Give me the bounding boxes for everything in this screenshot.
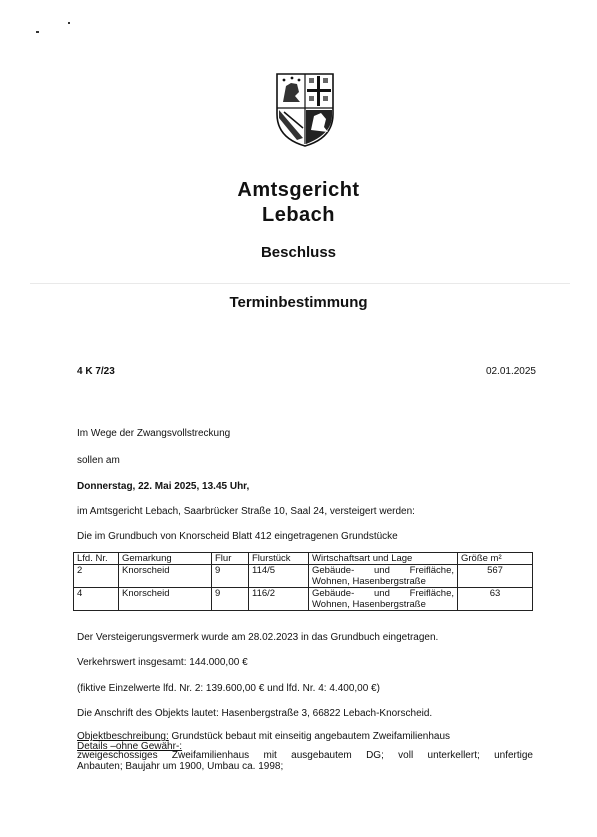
table-row [74,565,533,588]
individual-values: (fiktive Einzelwerte lfd. Nr. 2: 139.600,00 € und lfd. Nr. 4: 4.400,00 €) [77,683,380,694]
object-description-text: Grundstück bebaut mit einseitig angebautem Zweifamilienhaus [168,731,450,742]
details-label: Details –ohne Gewähr-: [77,741,183,752]
market-value: Verkehrswert insgesamt: 144.000,00 € [77,657,248,668]
auction-note: Der Versteigerungsvermerk wurde am 28.02.2023 in das Grundbuch eingetragen. [77,632,439,643]
property-address: Die Anschrift des Objekts lautet: Hasenbergstraße 3, 66822 Lebach-Knorscheid. [77,708,433,719]
cell-flurstueck: 116/2 [249,588,309,611]
cell-lage-line: Gebäude- und Freifläche, [312,588,454,599]
court-location: Lebach [261,204,336,226]
column-header: Wirtschaftsart und Lage [309,553,458,565]
details-line: Anbauten; Baujahr um 1900, Umbau ca. 1998; [77,761,284,772]
property-intro: Die im Grundbuch von Knorscheid Blatt 412 eingetragenen Grundstücke [77,531,398,542]
column-header: Flur [212,553,249,565]
intro-line: Im Wege der Zwangsvollstreckung [77,428,231,439]
document-title: Terminbestimmung [229,294,368,311]
intro-line-2: sollen am [77,455,120,466]
column-header: Größe m² [458,553,533,565]
cell-flurstueck: 114/5 [249,565,309,588]
cell-gemarkung: Knorscheid [119,588,212,611]
court-name: Amtsgericht [237,179,360,201]
cell-lage-line: Wohnen, Hasenbergstraße [312,576,426,587]
case-number: 4 K 7/23 [77,366,115,377]
column-header: Flurstück [249,553,309,565]
property-table [73,552,533,611]
cell-gemarkung: Knorscheid [119,565,212,588]
cell-groesse: 63 [458,588,533,611]
cell-lage-line: Gebäude- und Freifläche, [312,565,454,576]
cell-nr: 4 [74,588,119,611]
scan-artifact-line [30,283,570,284]
cell-lage [309,588,458,611]
document-date: 02.01.2025 [485,366,536,377]
saarland-coat-of-arms-icon [275,72,335,148]
table-row [74,588,533,611]
cell-nr: 2 [74,565,119,588]
details-text [77,750,533,772]
appointment-date: Donnerstag, 22. Mai 2025, 13.45 Uhr, [77,481,250,492]
document-type: Beschluss [260,244,337,261]
appointment-location: im Amtsgericht Lebach, Saarbrücker Straße 10, Saal 24, versteigert werden: [77,506,415,517]
cell-flur: 9 [212,588,249,611]
scan-speck [68,22,70,24]
cell-groesse: 567 [458,565,533,588]
table-header-row [74,553,533,565]
column-header: Gemarkung [119,553,212,565]
cell-lage [309,565,458,588]
scan-speck [36,31,39,33]
column-header: Lfd. Nr. [74,553,119,565]
details-line: zweigeschossiges Zweifamilienhaus mit ausgebautem DG; voll unterkellert; unfertige [77,750,533,761]
cell-flur: 9 [212,565,249,588]
cell-lage-line: Wohnen, Hasenbergstraße [312,599,426,610]
object-description-label: Objektbeschreibung: [77,731,169,742]
